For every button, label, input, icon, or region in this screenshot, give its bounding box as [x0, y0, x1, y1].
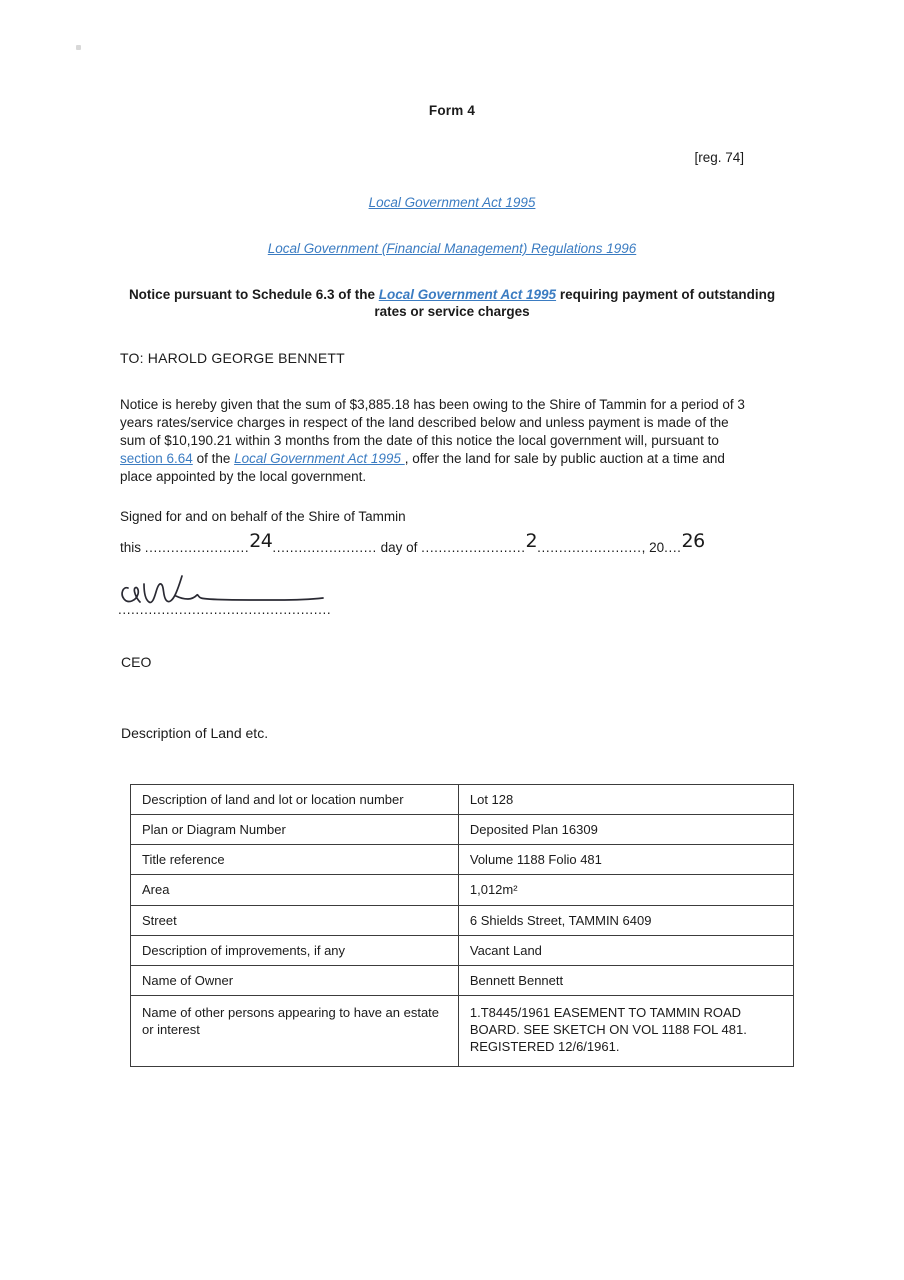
row-value: 6 Shields Street, TAMMIN 6409	[458, 905, 793, 935]
table-row	[131, 965, 794, 995]
table-row	[131, 935, 794, 965]
row-value: Lot 128	[458, 785, 793, 815]
scan-artifact-speck	[76, 45, 81, 50]
notice-body-paragraph	[120, 396, 746, 486]
row-label: Title reference	[131, 845, 459, 875]
table-row	[131, 785, 794, 815]
link-act-in-heading[interactable]: Local Government Act 1995	[378, 287, 557, 302]
signature-area	[118, 566, 358, 616]
row-value: Bennett Bennett	[458, 965, 793, 995]
row-value: Deposited Plan 16309	[458, 815, 793, 845]
act-citation-line-1	[0, 195, 904, 210]
table-row	[131, 996, 794, 1066]
table-row	[131, 815, 794, 845]
row-value: 1,012m²	[458, 875, 793, 905]
link-financial-management-regulations-1996[interactable]: Local Government (Financial Management) Regulations 1996	[267, 241, 637, 256]
ceo-label: CEO	[121, 654, 152, 670]
link-local-government-act-1995[interactable]: Local Government Act 1995	[368, 195, 536, 210]
form-title: Form 4	[428, 103, 476, 118]
date-year-value: 26	[681, 530, 705, 552]
row-label: Description of improvements, if any	[131, 935, 459, 965]
description-of-land-label: Description of Land etc.	[121, 725, 269, 741]
date-day-of-label: day of	[380, 540, 418, 555]
table-row	[131, 845, 794, 875]
table-row	[131, 905, 794, 935]
row-value: Volume 1188 Folio 481	[458, 845, 793, 875]
date-comma: ,	[641, 540, 646, 555]
row-label: Name of Owner	[131, 965, 459, 995]
date-day-leader-left: ........................	[144, 540, 250, 555]
date-day-leader-right: ........................	[272, 540, 377, 555]
row-label: Street	[131, 905, 459, 935]
act-citation-line-2	[0, 241, 904, 256]
row-label: Plan or Diagram Number	[131, 815, 459, 845]
date-day-value: 24	[249, 530, 273, 552]
date-year-prefix: 20	[649, 540, 665, 555]
body-part-1: Notice is hereby given that the sum of $3,885.18 has been owing to the Shire of Tammin for a period of 3 years rates/service charges in respect of the land described below and unless payment is made of the sum of $10,190.21 within 3 months from the date of this notice the local government will, pursuant to	[120, 397, 745, 448]
row-value: Vacant Land	[458, 935, 793, 965]
table-row	[131, 875, 794, 905]
date-line	[120, 530, 705, 557]
addressee-line: TO: HAROLD GEORGE BENNETT	[120, 350, 345, 366]
row-label: Area	[131, 875, 459, 905]
signature-dotted-line: .................................................	[118, 602, 332, 617]
land-table-body	[131, 785, 794, 1067]
land-description-table	[130, 784, 794, 1067]
signed-for-line: Signed for and on behalf of the Shire of Tammin	[120, 509, 406, 524]
body-part-3: , offer the land for sale by public auction at a time and place appointed by the local government.	[120, 450, 725, 484]
date-month-leader-left: ........................	[421, 540, 526, 555]
date-month-value: 2	[525, 530, 538, 552]
notice-heading-before: Notice pursuant to Schedule 6.3 of the	[128, 287, 379, 302]
notice-heading-after: requiring payment of outstanding rates or service charges	[374, 287, 776, 320]
link-section-6-64[interactable]: section 6.64	[120, 450, 193, 466]
row-label: Description of land and lot or location number	[131, 785, 459, 815]
body-part-2: of the	[192, 450, 235, 466]
link-act-in-body[interactable]: Local Government Act 1995	[234, 450, 405, 466]
date-month-leader-right: ........................	[537, 540, 642, 555]
date-this-label: this	[120, 540, 142, 555]
regulation-reference: [reg. 74]	[694, 150, 744, 165]
notice-heading	[128, 286, 776, 321]
row-label: Name of other persons appearing to have an estate or interest	[131, 996, 459, 1066]
date-year-leader: ....	[664, 540, 682, 555]
row-value: 1.T8445/1961 EASEMENT TO TAMMIN ROAD BOARD. SEE SKETCH ON VOL 1188 FOL 481. REGISTERED 12/6/1961.	[458, 996, 793, 1066]
